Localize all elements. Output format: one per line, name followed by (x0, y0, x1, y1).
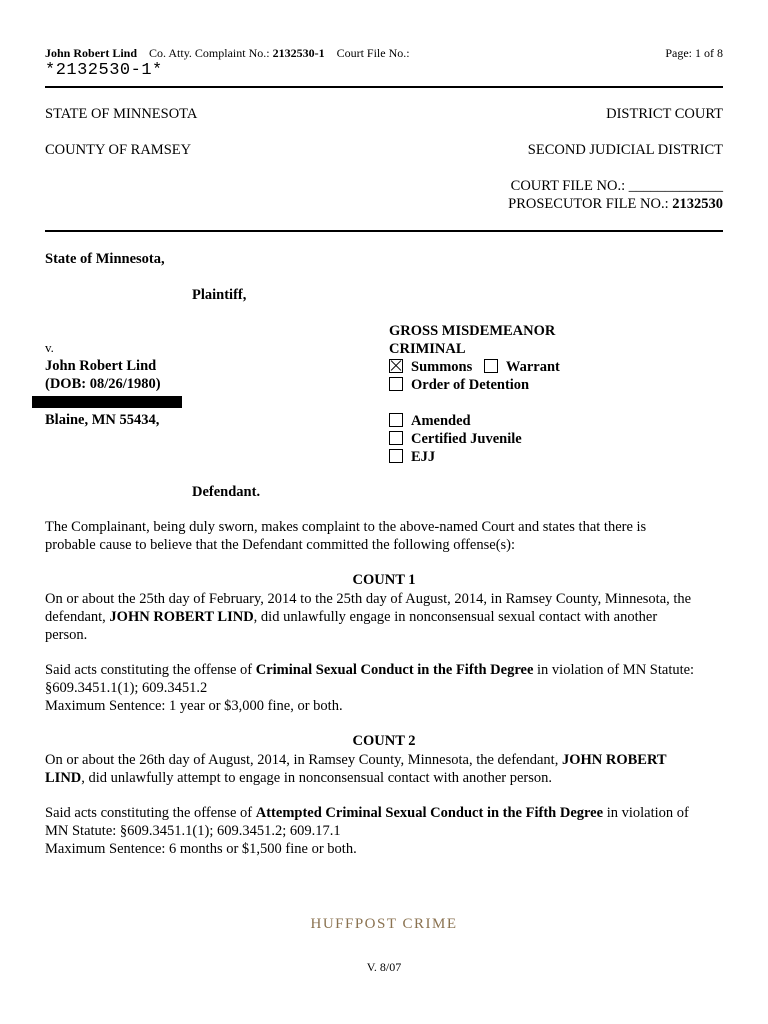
header-defendant-name: John Robert Lind (45, 46, 138, 60)
intro-line1: The Complainant, being duly sworn, makes complaint to the above-named Court and states that there is (45, 519, 647, 535)
count1-offense-name: Criminal Sexual Conduct in the Fifth Degree (255, 662, 534, 678)
versus: v. (45, 340, 54, 355)
warrant-label: Warrant (505, 359, 560, 375)
summons-label: Summons (411, 359, 473, 375)
order-row (389, 376, 529, 394)
header-court-file-label: Court File No.: (336, 46, 410, 60)
prosecutor-file-line (508, 196, 723, 213)
count2-statute: MN Statute: §609.3451.1(1); 609.3451.2; 609.17.1 (45, 823, 341, 839)
count1-line3: person. (45, 627, 88, 643)
header-complaint-no: 2132530-1 (272, 46, 325, 60)
count1-title: COUNT 1 (352, 572, 416, 588)
count2-paragraph (45, 751, 725, 787)
count2-sentence: Maximum Sentence: 6 months or $1,500 fine or both. (45, 841, 357, 857)
page-number: Page: 1 of 8 (665, 46, 723, 60)
ejj-row (389, 448, 435, 466)
county-caption: COUNTY OF RAMSEY (45, 142, 192, 158)
count1-offense-pre: Said acts constituting the offense of (45, 662, 256, 678)
count2-defendant-b: LIND (45, 770, 82, 786)
barcode-text: *2132530-1* (45, 61, 163, 80)
count1-offense-line1 (45, 661, 725, 679)
plaintiff-label: Plaintiff, (192, 287, 247, 303)
court-caption: DISTRICT COURT (606, 106, 723, 122)
summons-warrant-row (389, 358, 560, 376)
count1-statute: §609.3451.1(1); 609.3451.2 (45, 680, 208, 696)
ejj-checkbox[interactable] (389, 449, 403, 463)
amended-label: Amended (411, 413, 471, 429)
count1-line2-post: , did unlawfully engage in nonconsensual sexual contact with another (253, 609, 658, 625)
intro-line2: probable cause to believe that the Defendant committed the following offense(s): (45, 537, 516, 553)
defendant-name: John Robert Lind (45, 358, 157, 374)
court-file-line: COURT FILE NO.: _____________ (510, 178, 723, 194)
juvenile-checkbox[interactable] (389, 431, 403, 445)
count1-offense (45, 661, 725, 715)
amended-row (389, 412, 471, 430)
plaintiff-name: State of Minnesota, (45, 251, 165, 267)
count2-title: COUNT 2 (352, 733, 416, 749)
defendant-label: Defendant. (192, 484, 261, 500)
count2-line2 (45, 769, 725, 787)
huffpost-watermark: HUFFPOST CRIME (310, 916, 458, 932)
defendant-city: Blaine (45, 412, 85, 428)
amended-checkbox[interactable] (389, 413, 403, 427)
version-label: V. 8/07 (366, 960, 402, 974)
count2-offense-pre: Said acts constituting the offense of (45, 805, 256, 821)
divider-top (45, 86, 723, 88)
defendant-zip: , MN 55434, (84, 412, 160, 428)
count2-offense (45, 804, 725, 858)
summons-checkbox[interactable] (389, 359, 403, 373)
warrant-checkbox[interactable] (484, 359, 498, 373)
count1-line2-pre: defendant, (45, 609, 110, 625)
count1-defendant: JOHN ROBERT LIND (109, 609, 254, 625)
count1-paragraph (45, 590, 725, 644)
count2-line1-pre: On or about the 26th day of August, 2014, in Ramsey County, Minnesota, the defendant, (45, 752, 562, 768)
count1-line1: On or about the 25th day of February, 2014 to the 25th day of August, 2014, in Ramsey County, Minnesota, the (45, 591, 692, 607)
defendant-dob: (DOB: 08/26/1980) (45, 376, 161, 392)
state-caption: STATE OF MINNESOTA (45, 106, 198, 122)
count1-sentence: Maximum Sentence: 1 year or $3,000 fine, or both. (45, 698, 343, 714)
count2-offense-line1 (45, 804, 725, 822)
intro-paragraph (45, 518, 725, 554)
juvenile-label: Certified Juvenile (411, 431, 522, 447)
prosecutor-file-label: PROSECUTOR FILE NO.: (508, 196, 669, 212)
order-label: Order of Detention (411, 377, 530, 393)
header-line (45, 46, 410, 61)
count2-offense-name: Attempted Criminal Sexual Conduct in the Fifth Degree (255, 805, 604, 821)
count2-offense-post: in violation of (603, 805, 689, 821)
case-type-line2: CRIMINAL (389, 341, 466, 357)
count1-offense-post: in violation of MN Statute: (533, 662, 695, 678)
district-caption: SECOND JUDICIAL DISTRICT (527, 142, 723, 158)
count1-line2 (45, 608, 725, 626)
count2-defendant-a: JOHN ROBERT (561, 752, 667, 768)
ejj-label: EJJ (411, 449, 436, 465)
divider-caption (45, 230, 723, 232)
prosecutor-file-no: 2132530 (672, 196, 723, 212)
case-type-line1: GROSS MISDEMEANOR (389, 323, 556, 339)
count2-line2-post: , did unlawfully attempt to engage in nonconsensual contact with another person. (81, 770, 552, 786)
juvenile-row (389, 430, 522, 448)
order-checkbox[interactable] (389, 377, 403, 391)
defendant-address (45, 412, 159, 429)
redaction-bar (32, 396, 182, 408)
header-complaint-label: Co. Atty. Complaint No.: (149, 46, 270, 60)
count2-line1 (45, 751, 725, 769)
